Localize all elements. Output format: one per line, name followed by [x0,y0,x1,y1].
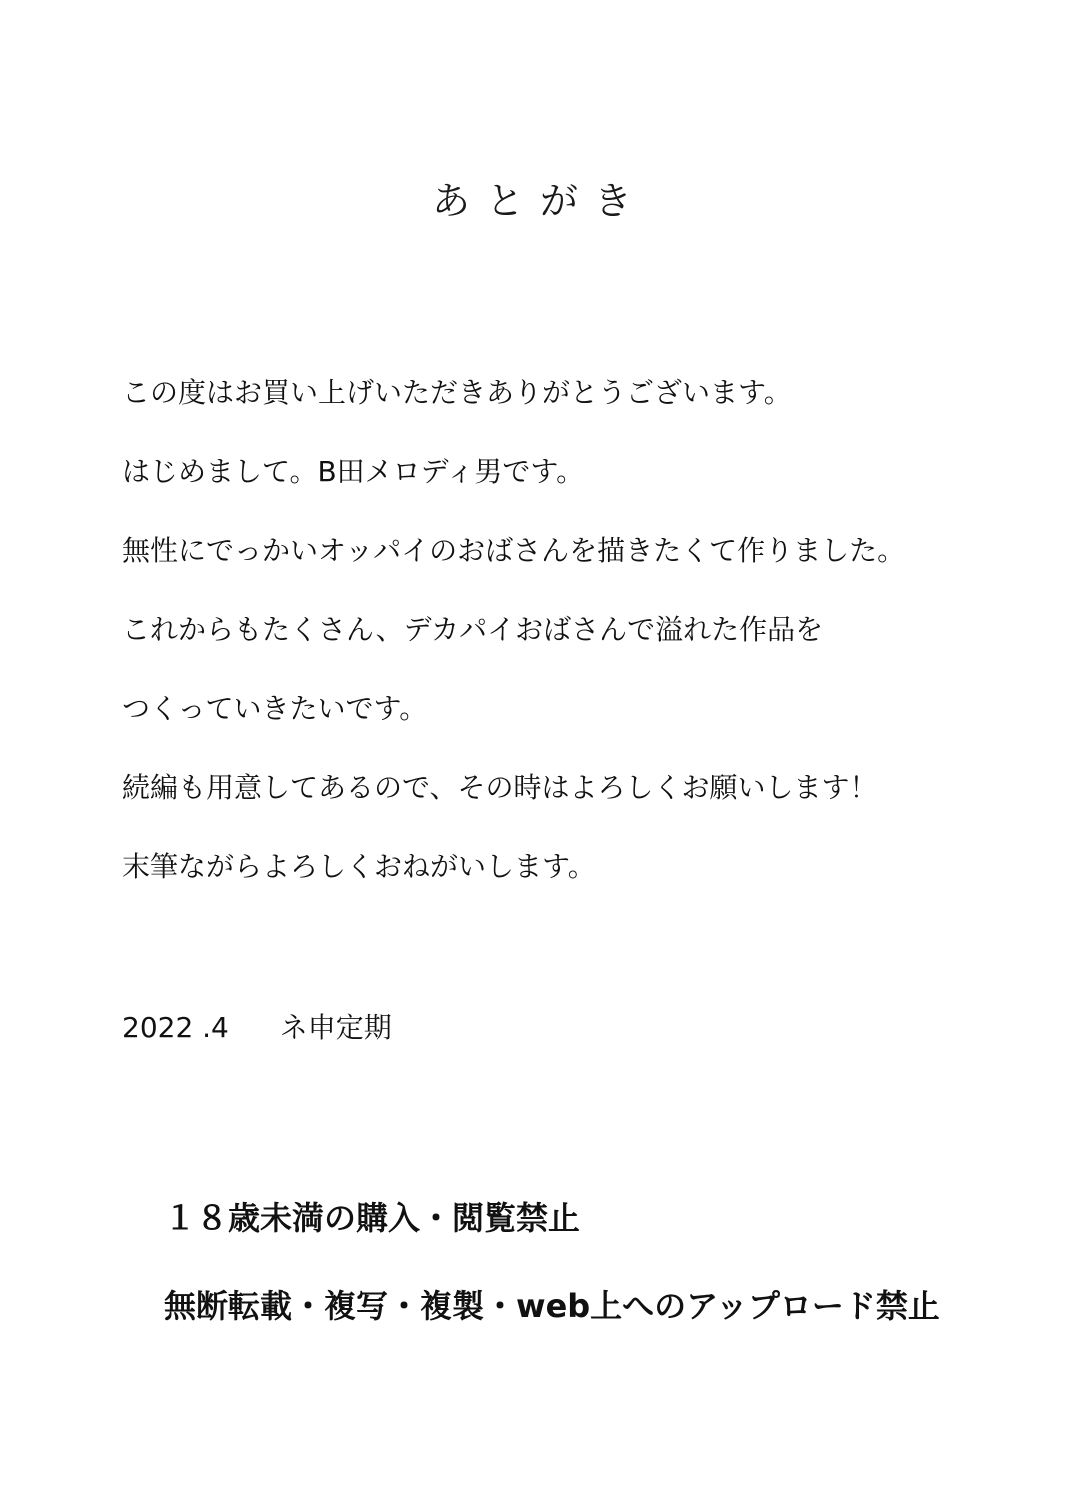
body-line: この度はお買い上げいただきありがとうございます。 [122,376,792,409]
body-line: これからもたくさん、デカパイおばさんで溢れた作品を [122,613,824,646]
body-line: つくっていきたいです。 [122,692,428,725]
signature-author: ネ申定期 [279,1011,392,1044]
page-title: あとがき [431,179,648,223]
body-line: はじめまして。B田メロディ男です。 [122,455,585,488]
signature [122,1008,392,1048]
body-line: 無性にでっかいオッパイのおばさんを描きたくて作りました。 [122,534,906,567]
age-restriction-notice: １８歳未満の購入・閲覧禁止 [164,1199,581,1237]
copyright-notice: 無断転載・複写・複製・web上へのアップロード禁止 [164,1287,940,1325]
body-line: 続編も用意してあるので、その時はよろしくお願いします！ [122,771,878,804]
signature-date: 2022 .4 [122,1011,229,1044]
body-line: 末筆ながらよろしくおねがいします。 [122,850,596,883]
